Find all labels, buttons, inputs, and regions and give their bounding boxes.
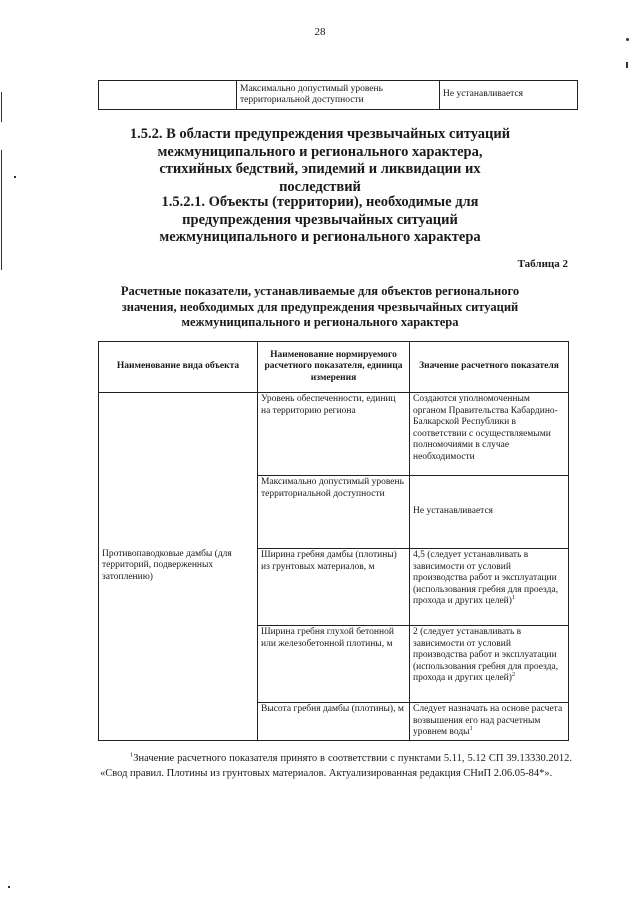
table-caption-text: Расчетные показатели, устанавливаемые для объектов регионального значения, необходимых для предупреждения чрезвычайных ситуаций межмуниципального и регионального характера: [120, 284, 520, 329]
scan-mark: [8, 886, 10, 888]
footnote: [100, 751, 572, 781]
page-number: 28: [314, 26, 326, 38]
table-row: [99, 393, 569, 476]
continuation-table: [98, 80, 578, 110]
footnote-ref: 2: [511, 670, 516, 678]
empty-cell: [99, 81, 237, 110]
value-cell: [410, 393, 569, 476]
value-text: 2 (следует устанавливать в зависимости от условий производства работ и эксплуатации (использования гребня для проезда, прохода и других целей): [413, 627, 559, 683]
scan-mark: [626, 62, 628, 68]
section-heading: [0, 126, 640, 196]
value-text: Не устанавливается: [413, 506, 494, 517]
footnote-paragraph: [100, 751, 572, 781]
value-cell: [410, 476, 569, 549]
value-text: Следует назначать на основе расчета возвышения его над расчетным уровнем воды: [413, 704, 563, 737]
footnote-text: Значение расчетного показателя принято в соответствии с пунктами 5.11, 5.12 СП 39.13330.2012. «Свод правил. Плотины из грунтовых материалов. Актуализированная редакция СНиП 2.06.05-84*».: [100, 753, 572, 779]
header-object-type: Наименование вида объекта: [99, 342, 258, 393]
indicator-cell: Высота гребня дамбы (плотины), м: [258, 703, 410, 741]
scan-mark: [1, 92, 2, 122]
value-cell: [410, 549, 569, 626]
scan-mark: [626, 38, 629, 41]
value-cell: Не устанавливается: [440, 81, 578, 110]
indicator-cell: Ширина гребня глухой бетонной или железобетонной плотины, м: [258, 626, 410, 703]
object-type-cell: Противопаводковые дамбы (для территорий, подверженных затоплению): [99, 393, 258, 741]
section-heading-text: 1.5.2. В области предупреждения чрезвычайных ситуаций межмуниципального и регионального характера, стихийных бедствий, эпидемий и ликвидации их последствий: [129, 126, 511, 195]
value-text: Создаются уполномоченным органом Правительства Кабардино-Балкарской Республики в соответствии с осуществляемыми полномочиями в случае необходимости: [413, 394, 558, 462]
header-indicator: Наименование нормируемого расчетного показателя, единица измерения: [258, 342, 410, 393]
scan-mark: [1, 150, 2, 270]
table-header-row: [99, 342, 569, 393]
footnote-marker: 1: [130, 751, 134, 759]
indicators-table: [98, 341, 569, 741]
table-label: Таблица 2: [517, 258, 568, 270]
subsection-heading-text: 1.5.2.1. Объекты (территории), необходимые для предупреждения чрезвычайных ситуаций межмуниципального и регионального характера: [159, 194, 481, 245]
table-caption: [0, 284, 640, 331]
subsection-heading: [0, 194, 640, 247]
indicator-cell: Максимально допустимый уровень территориальной доступности: [258, 476, 410, 549]
indicator-cell: Ширина гребня дамбы (плотины) из грунтовых материалов, м: [258, 549, 410, 626]
footnote-ref: 1: [511, 593, 516, 601]
indicator-cell: Уровень обеспеченности, единиц на территорию региона: [258, 393, 410, 476]
header-value: Значение расчетного показателя: [410, 342, 569, 393]
value-text: 4,5 (следует устанавливать в зависимости от условий производства работ и эксплуатации (использования гребня для проезда, прохода и других целей): [413, 550, 559, 606]
value-cell: [410, 626, 569, 703]
indicator-cell: Максимально допустимый уровень территориальной доступности: [237, 81, 440, 110]
footnote-ref: 1: [469, 724, 473, 732]
scan-mark: [14, 176, 16, 178]
value-cell: [410, 703, 569, 741]
table-row: [99, 81, 578, 110]
